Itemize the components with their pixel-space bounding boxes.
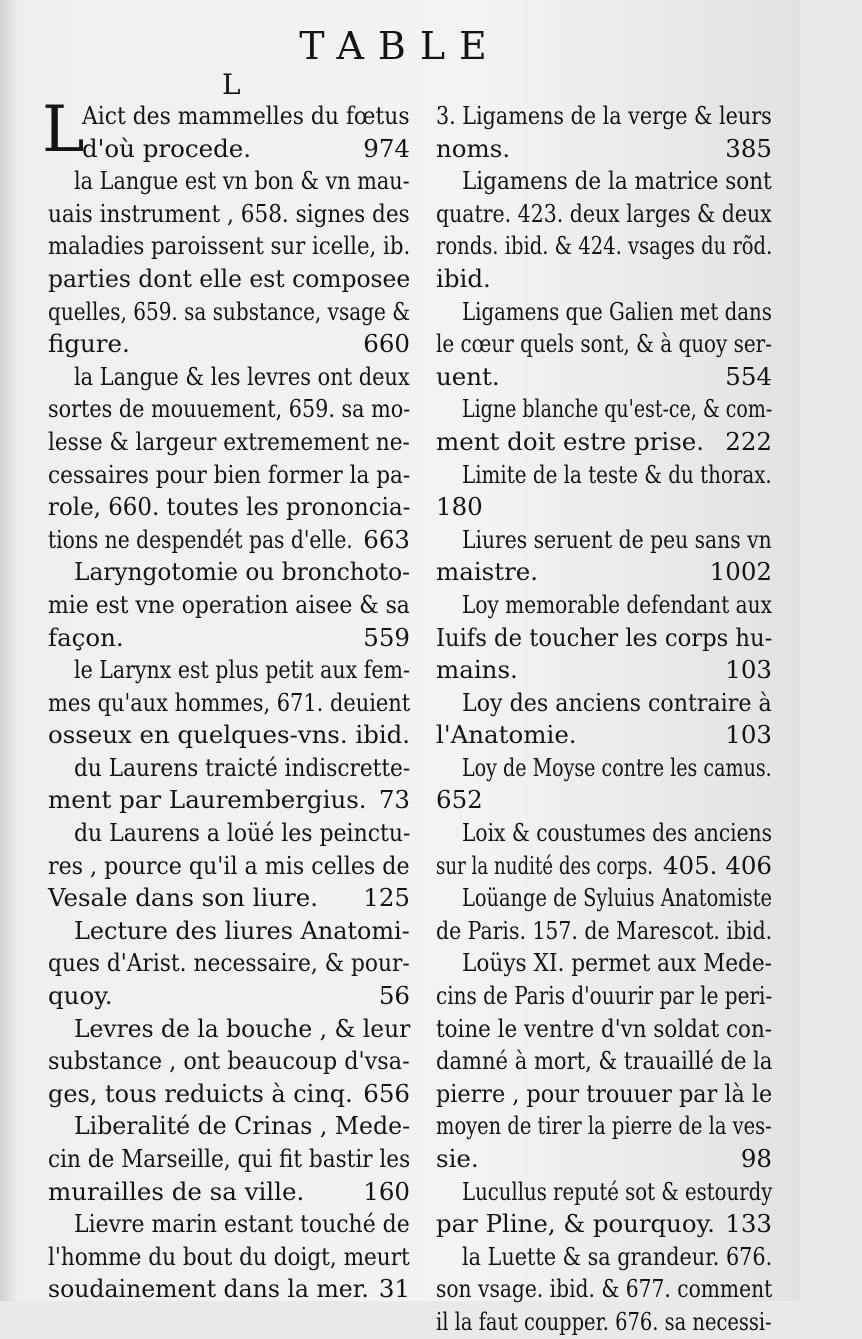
index-line	[436, 393, 772, 426]
page-reference-number: 656	[363, 1078, 410, 1108]
index-line	[48, 817, 410, 850]
index-entry-text: son vsage. ibid. & 677. comment	[436, 1274, 773, 1304]
index-entry-text: de Paris. 157. de Marescot. ibid.	[436, 915, 773, 945]
page-reference-number: 222	[725, 426, 772, 456]
index-line	[436, 133, 772, 166]
index-entry-text: Limite de la teste & du thorax.	[462, 459, 772, 489]
index-entry-text: 652	[436, 785, 483, 815]
index-entry-text: uent.	[436, 361, 500, 391]
index-line	[48, 1273, 410, 1306]
index-entry-text: d'où procede.	[82, 133, 252, 163]
index-entry-text: Liures seruent de peu sans vn	[462, 524, 772, 554]
index-entry-text: 3. Ligamens de la verge & leurs	[436, 101, 772, 130]
index-line	[48, 296, 410, 329]
index-entry-text: Levres de la bouche , & leur	[74, 1013, 411, 1043]
index-entry-text: toine le ventre d'vn soldat con-	[436, 1013, 773, 1043]
index-line	[436, 556, 772, 589]
index-line	[48, 230, 410, 263]
index-entry-text: Ligne blanche qu'est-ce, & com-	[462, 394, 773, 424]
index-entry-text: l'homme du bout du doigt, meurt	[48, 1241, 410, 1271]
index-entry-text: Loy des anciens contraire à	[462, 687, 772, 717]
index-entry-text: sortes de mouuement, 659. sa mo-	[48, 394, 411, 424]
index-line	[48, 1078, 410, 1111]
page-reference-number: 385	[725, 133, 772, 163]
index-entry-text: ronds. ibid. & 424. vsages du rõd.	[436, 231, 773, 261]
index-entry-text: mes qu'aux hommes, 671. deuient	[48, 687, 411, 717]
index-entry-text: Liberalité de Crinas , Mede-	[74, 1111, 411, 1141]
index-entry-text: le Larynx est plus petit aux fem-	[74, 655, 410, 685]
index-line	[436, 687, 772, 720]
index-line	[48, 654, 410, 687]
page-reference-number: 554	[725, 361, 772, 391]
page-reference-number: 660	[363, 329, 410, 359]
index-entry-text: ges, tous reduicts à cinq.	[48, 1078, 353, 1108]
index-entry-text: role, 660. toutes les prononcia-	[48, 492, 411, 522]
page-reference-number: 663	[363, 524, 410, 554]
index-line	[436, 1306, 772, 1339]
index-entry-text: tions ne despendét pas d'elle.	[48, 524, 353, 554]
index-entry-text: ques d'Arist. necessaire, & pour-	[48, 948, 410, 978]
index-entry-text: il la faut coupper. 676. sa necessi-	[436, 1306, 772, 1336]
index-entry-text: la Langue est vn bon & vn mau-	[74, 166, 410, 196]
index-line	[436, 1013, 772, 1046]
index-column-left	[42, 93, 411, 1306]
index-entry-text: lesse & largeur extremement ne-	[48, 426, 410, 456]
page-reference-number: 73	[378, 785, 410, 815]
index-entry-text: maistre.	[436, 557, 539, 587]
page-header: TABLE	[299, 24, 501, 68]
index-line	[48, 1013, 410, 1046]
index-line	[436, 1078, 772, 1111]
index-line	[48, 459, 410, 492]
index-line	[436, 1208, 772, 1241]
index-line	[436, 654, 772, 687]
page-reference-number: 98	[740, 1144, 772, 1173]
index-line	[436, 784, 772, 817]
index-line	[48, 719, 410, 752]
index-line	[48, 524, 410, 557]
index-line	[48, 589, 410, 622]
index-entry-text: figure.	[48, 329, 130, 359]
page-reference-number: 405. 406	[662, 850, 772, 880]
index-entry-text: damné à mort, & trauaillé de la	[436, 1046, 773, 1076]
index-line	[436, 589, 772, 622]
index-line	[48, 1241, 410, 1274]
index-line	[48, 915, 410, 948]
index-entry-text: Lecture des liures Anatomi-	[74, 915, 410, 945]
index-entry-text: Lucullus reputé sot & estourdy	[462, 1176, 773, 1206]
index-entry-text: noms.	[436, 133, 511, 163]
index-entry-text: cins de Paris d'ouurir par le peri-	[436, 981, 773, 1011]
index-line	[436, 361, 772, 394]
index-entry-text: sie.	[436, 1144, 479, 1173]
index-line	[436, 622, 772, 655]
index-line	[436, 100, 772, 133]
index-entry-text: osseux en quelques-vns. ibid.	[48, 720, 411, 750]
index-line	[436, 198, 772, 231]
index-entry-text: res , pource qu'il a mis celles de	[48, 850, 410, 880]
index-line	[436, 328, 772, 361]
index-line	[48, 263, 410, 296]
index-line	[48, 556, 410, 589]
index-line	[436, 459, 772, 492]
index-entry-text: cin de Marseille, qui fit bastir les	[48, 1144, 411, 1173]
page-reference-number: 160	[363, 1176, 410, 1206]
page-reference-number: 103	[725, 655, 772, 685]
index-line	[436, 882, 772, 915]
index-entry-text: la Langue & les levres ont deux	[74, 361, 410, 391]
index-entry-text: quelles, 659. sa substance, vsage &	[48, 296, 411, 326]
page-reference-number: 133	[725, 1209, 772, 1239]
index-line	[436, 491, 772, 524]
index-line	[48, 426, 410, 459]
index-entry-text: uais instrument , 658. signes des	[48, 198, 410, 228]
page-reference-number: 31	[378, 1274, 410, 1304]
page-reference-number: 559	[363, 622, 410, 652]
index-line	[48, 198, 410, 231]
index-entry-text: quoy.	[48, 981, 113, 1011]
index-entry-text: Iuifs de toucher les corps hu-	[436, 622, 773, 652]
index-line	[436, 165, 772, 198]
index-line	[48, 622, 410, 655]
index-line	[436, 1273, 772, 1306]
section-letter: L	[222, 68, 241, 101]
index-line	[48, 491, 410, 524]
index-line	[48, 1110, 410, 1143]
index-entry-text: Loix & coustumes des anciens	[462, 818, 772, 848]
index-entry-text: parties dont elle est composee	[48, 263, 411, 293]
index-line	[436, 1176, 772, 1209]
index-line	[436, 1143, 772, 1176]
index-entry-text: Aict des mammelles du fœtus	[82, 101, 410, 130]
index-entry-text: du Laurens a loüé les peinctu-	[74, 818, 411, 848]
index-entry-text: ment par Laurembergius.	[48, 785, 367, 815]
index-entry-text: l'Anatomie.	[436, 720, 577, 750]
drop-cap: L	[42, 93, 85, 167]
index-entry-text: 180	[436, 492, 483, 522]
index-line	[436, 296, 772, 329]
index-entry-text: moyen de tirer la pierre de la ves-	[436, 1111, 772, 1141]
index-line	[48, 784, 410, 817]
index-line	[48, 328, 410, 361]
page-reference-number: 103	[725, 720, 772, 750]
index-line	[436, 1241, 772, 1274]
index-entry-text: mains.	[436, 655, 518, 685]
index-entry-text: façon.	[48, 622, 124, 652]
index-column-right	[436, 100, 772, 1339]
index-line	[48, 133, 410, 166]
page-reference-number: 125	[363, 883, 410, 913]
index-line	[436, 719, 772, 752]
index-line	[48, 1143, 410, 1176]
index-entry-text: ibid.	[436, 263, 491, 293]
index-line	[436, 752, 772, 785]
index-line	[436, 230, 772, 263]
index-entry-text: pierre , pour trouuer par là le	[436, 1078, 773, 1108]
page-reference-number: 56	[378, 981, 410, 1011]
index-line	[48, 361, 410, 394]
index-entry-text: ment doit estre prise.	[436, 426, 705, 456]
index-entry-text: substance , ont beaucoup d'vsa-	[48, 1046, 410, 1076]
page-reference-number: 1002	[709, 557, 772, 587]
index-entry-text: Loüange de Syluius Anatomiste	[462, 883, 772, 913]
index-line	[48, 752, 410, 785]
index-line	[436, 980, 772, 1013]
index-line	[48, 1208, 410, 1241]
index-line	[436, 850, 772, 883]
index-entry-text: la Luette & sa grandeur. 676.	[462, 1241, 773, 1271]
index-entry-text: quatre. 423. deux larges & deux	[436, 198, 772, 228]
index-entry-text: mie est vne operation aisee & sa	[48, 589, 410, 619]
index-line	[48, 165, 410, 198]
index-entry-text: Laryngotomie ou bronchoto-	[74, 557, 410, 587]
index-entry-text: maladies paroissent sur icelle, ib.	[48, 231, 411, 261]
index-line	[48, 850, 410, 883]
index-line	[436, 817, 772, 850]
index-entry-text: sur la nudité des corps.	[436, 850, 654, 880]
index-line	[48, 1176, 410, 1209]
index-line	[436, 1110, 772, 1143]
index-entry-text: Vesale dans son liure.	[48, 883, 319, 913]
index-entry-text: Lievre marin estant touché de	[74, 1209, 410, 1239]
index-line	[48, 980, 410, 1013]
index-entry-text: soudainement dans la mer.	[48, 1274, 369, 1304]
index-entry-text: par Pline, & pourquoy.	[436, 1209, 715, 1239]
index-line	[436, 426, 772, 459]
index-line	[436, 1045, 772, 1078]
index-entry-text: Loüys XI. permet aux Mede-	[462, 948, 772, 978]
index-entry-text: le cœur quels sont, & à quoy ser-	[436, 329, 772, 359]
index-line	[436, 915, 772, 948]
index-line	[48, 947, 410, 980]
index-line	[48, 393, 410, 426]
index-line	[48, 882, 410, 915]
index-entry-text: Ligamens de la matrice sont	[462, 166, 772, 196]
index-entry-text: du Laurens traicté indiscrette-	[74, 752, 411, 782]
index-line	[436, 263, 772, 296]
index-entry-text: Ligamens que Galien met dans	[462, 296, 772, 326]
index-line	[436, 524, 772, 557]
index-entry-text: cessaires pour bien former la pa-	[48, 459, 411, 489]
index-entry-text: Loy de Moyse contre les camus.	[462, 752, 772, 782]
page-reference-number: 974	[363, 133, 410, 163]
index-line	[48, 1045, 410, 1078]
index-entry-text: murailles de sa ville.	[48, 1176, 305, 1206]
index-line	[48, 687, 410, 720]
index-line	[436, 947, 772, 980]
index-entry-text: Loy memorable defendant aux	[462, 589, 772, 619]
